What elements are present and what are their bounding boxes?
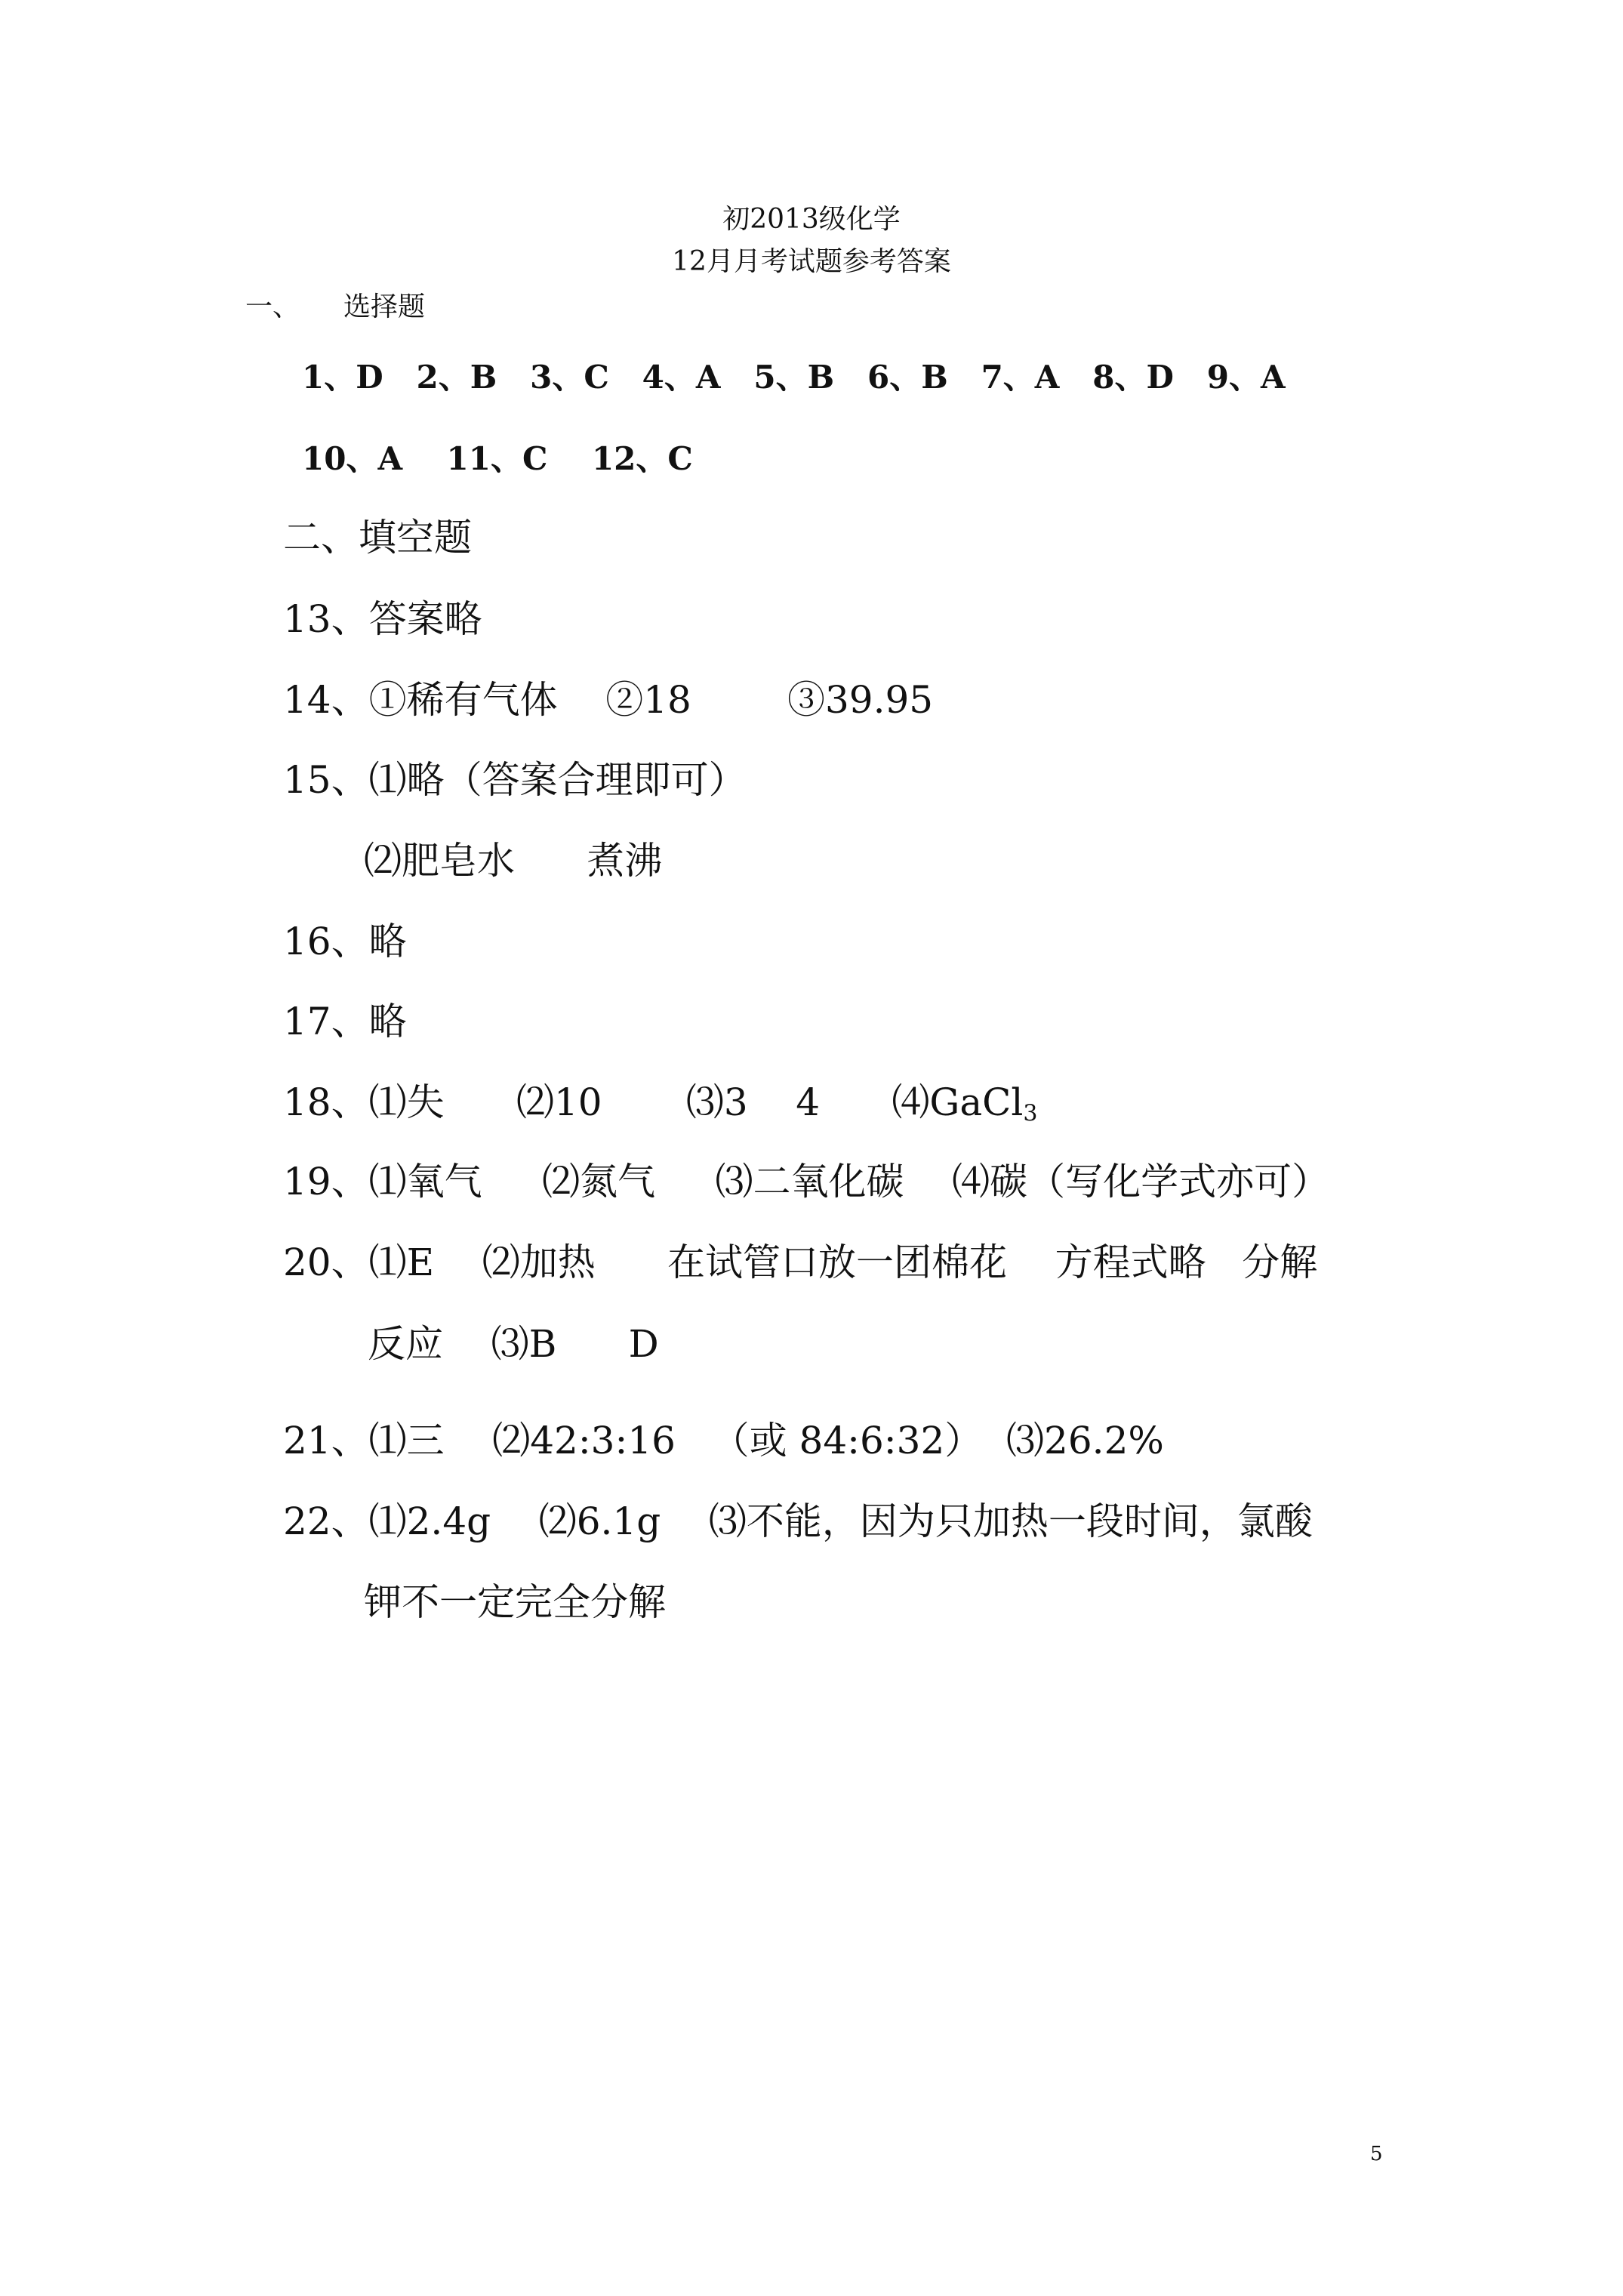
choice-answer: 3、C	[530, 359, 609, 396]
answer-22-part-2: 钾不一定完全分解	[364, 1580, 666, 1624]
answer-20-part-1: 20、⑴E ⑵加热 在试管口放一团棉花 方程式略 分解	[283, 1240, 1318, 1284]
choice-answers-row-1	[302, 353, 1286, 398]
choice-answer: 4、A	[642, 359, 721, 396]
answer-18	[283, 1072, 1038, 1127]
choice-answer: 9、A	[1206, 359, 1286, 396]
answer-21: 21、⑴三 ⑵42:3:16 （或 84:6:32） ⑶26.2%	[283, 1419, 1164, 1462]
answer-17: 17、略	[283, 1000, 407, 1043]
answer-14: 14、①稀有气体 ②18 ③39.95	[283, 678, 934, 722]
section-2-title: 二、填空题	[283, 516, 472, 559]
choice-answers-row-2	[302, 434, 693, 479]
answer-22-part-1: 22、⑴2.4g ⑵6.1g ⑶不能，因为只加热一段时间，氯酸	[283, 1499, 1313, 1543]
answer-20-part-2: 反应 ⑶B D	[368, 1322, 659, 1366]
answer-13: 13、答案略	[283, 597, 482, 641]
choice-answer: 8、D	[1092, 359, 1174, 396]
answer-15-part-2: ⑵肥皂水 煮沸	[364, 839, 663, 883]
choice-answer: 2、B	[416, 359, 497, 396]
choice-answer: 5、B	[753, 359, 835, 396]
document-title: 初2013级化学	[722, 204, 901, 235]
choice-answer: 10、A	[302, 440, 403, 477]
gacl3-subscript: 3	[1023, 1100, 1038, 1127]
choice-answer: 11、C	[446, 440, 548, 477]
choice-answer: 1、D	[302, 359, 383, 396]
choice-answer: 7、A	[981, 359, 1060, 396]
section-1-title: 选择题	[343, 291, 426, 322]
answer-16: 16、略	[283, 920, 407, 963]
document-subtitle: 12月月考试题参考答案	[672, 246, 951, 277]
section-1-number: 一、	[245, 291, 300, 322]
choice-answer: 12、C	[591, 440, 693, 477]
answer-18-text: 18、⑴失 ⑵10 ⑶3 4 ⑷GaCl	[283, 1080, 1024, 1124]
page-number: 5	[1370, 2143, 1383, 2165]
choice-answer: 6、B	[867, 359, 948, 396]
answer-19: 19、⑴氧气 ⑵氮气 ⑶二氧化碳 ⑷碳（写化学式亦可）	[283, 1160, 1330, 1203]
answer-15-part-1: 15、⑴略（答案合理即可）	[283, 758, 747, 802]
